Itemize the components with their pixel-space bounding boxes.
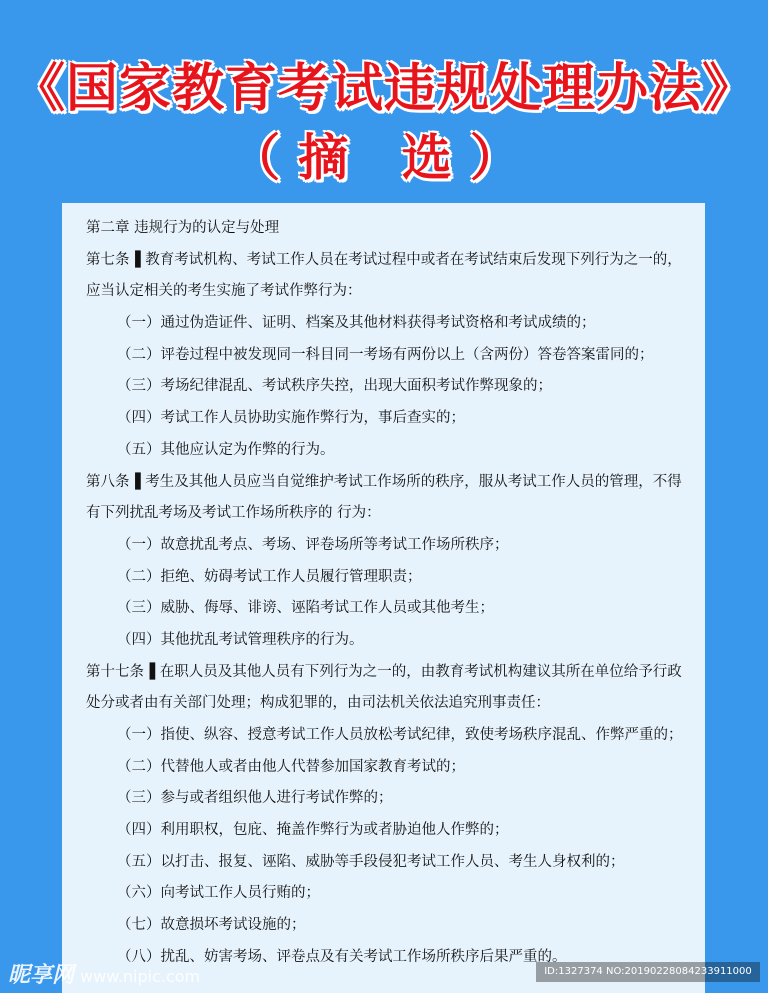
watermark-logo [8,958,200,989]
page-subtitle: （摘 选） [230,129,538,187]
watermark-logo-text: 昵享网 [8,963,75,988]
text-line: （四）考试工作人员协助实施作弊行为，事后查实的； [117,410,465,427]
text-line: （八）扰乱、妨害考场、评卷点及有关考试工作场所秩序后果严重的。 [117,948,567,965]
text-line: （一）通过伪造证件、证明、档案及其他材料获得考试资格和考试成绩的； [117,315,596,332]
text-line: （五）其他应认定为作弊的行为。 [117,441,335,458]
text-line: （五）以打击、报复、诬陷、威胁等手段侵犯考试工作人员、考生人身权利的； [117,853,625,870]
text-line: （四）其他扰乱考试管理秩序的行为。 [117,631,364,648]
text-line: 第八条▐ 考生及其他人员应当自觉维护考试工作场所的秩序，服从考试工作人员的管理，不得 [86,473,682,490]
text-line: （六）向考试工作人员行贿的； [117,885,320,902]
text-line: （三）考场纪律混乱、考试秩序失控，出现大面积考试作弊现象的； [117,378,552,395]
text-line: （七）故意损坏考试设施的； [117,917,306,934]
text-line: 应当认定相关的考生实施了考试作弊行为： [86,283,362,300]
page-title: 《国家教育考试违规处理办法》 [12,59,755,119]
text-line: （四）利用职权，包庇、掩盖作弊行为或者胁迫他人作弊的； [117,822,509,839]
text-line: （二）拒绝、妨碍考试工作人员履行管理职责； [117,568,422,585]
text-line: 第十七条▐ 在职人员及其他人员有下列行为之一的，由教育考试机构建议其所在单位给予行政 [86,663,682,680]
regulation-text [86,213,696,974]
text-line: （三）参与或者组织他人进行考试作弊的； [117,790,393,807]
text-line: （二）代替他人或者由他人代替参加国家教育考试的； [117,758,465,775]
text-line: 处分或者由有关部门处理；构成犯罪的，由司法机关依法追究刑事责任： [86,695,550,712]
text-line: （二）评卷过程中被发现同一科目同一考场有两份以上（含两份）答卷答案雷同的； [117,346,654,363]
text-line: （三）威胁、侮辱、诽谤、诬陷考试工作人员或其他考生； [117,600,494,617]
image-id-bar: ID:1327374 NO:20190228084233911000 [536,962,760,982]
text-line: （一）故意扰乱考点、考场、评卷场所等考试工作场所秩序； [117,536,509,553]
text-line: 第七条▐ 教育考试机构、考试工作人员在考试过程中或者在考试结束后发现下列行为之一的， [86,251,682,268]
text-line: 第二章 违规行为的认定与处理 [86,220,280,236]
watermark-url: www.nipic.com [80,967,201,986]
text-line: （一）指使、纵容、授意考试工作人员放松考试纪律，致使考场秩序混乱、作弊严重的； [117,727,683,743]
text-line: 有下列扰乱考场及考试工作场所秩序的 行为： [86,505,381,522]
